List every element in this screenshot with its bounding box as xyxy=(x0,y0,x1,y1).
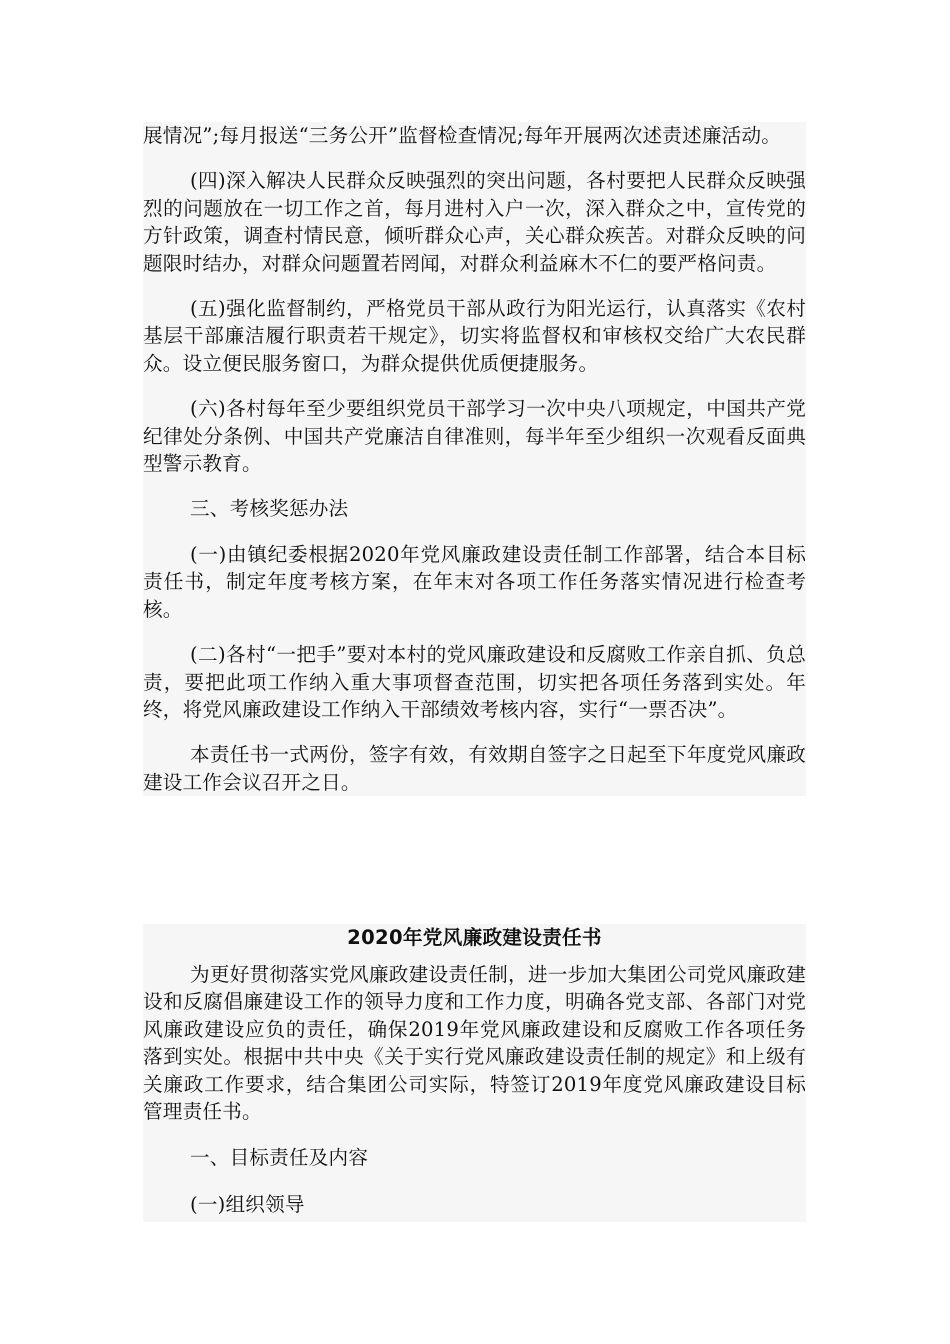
paragraph-item-5: (五)强化监督制约，严格党员干部从政行为阳光运行，认真落实《农村基层干部廉洁履行职责若干规定》，切实将监督权和审核权交给广大农民群众。设立便民服务窗口，为群众提供优质便捷服务。 xyxy=(143,297,806,375)
document-section-continued xyxy=(143,122,806,796)
subheading-organization: (一)组织领导 xyxy=(190,1192,305,1216)
paragraph-assessment-2: (二)各村“一把手”要对本村的党风廉政建设和反腐败工作亲自抓、负总责，要把此项工作纳入重大事项督查范围，切实把各项任务落到实处。年终，将党风廉政建设工作纳入干部绩效考核内容，实行“一票否决”。 xyxy=(143,643,806,721)
paragraph-item-4: (四)深入解决人民群众反映强烈的突出问题，各村要把人民群众反映强烈的问题放在一切工作之首，每月进村入户一次，深入群众之中，宣传党的方针政策，调查村情民意，倾听群众心声，关心群众疾苦。对群众反映的问题限时结办，对群众问题置若罔闻，对群众利益麻木不仁的要严格问责。 xyxy=(143,169,806,275)
paragraph-intro: 为更好贯彻落实党风廉政建设责任制，进一步加大集团公司党风廉政建设和反腐倡廉建设工作的领导力度和工作力度，明确各党支部、各部门对党风廉政建设应负的责任，确保2019年党风廉政建设和反腐败工作各项任务落到实处。根据中共中央《关于实行党风廉政建设责任制的规定》和上级有关廉政工作要求，结合集团公司实际，特签订2019年度党风廉政建设目标管理责任书。 xyxy=(143,963,806,1124)
paragraph-assessment-1: (一)由镇纪委根据2020年党风廉政建设责任制工作部署，结合本目标责任书，制定年度考核方案，在年末对各项工作任务落实情况进行检查考核。 xyxy=(143,542,806,621)
section-heading-targets: 一、目标责任及内容 xyxy=(190,1146,369,1170)
document-title: 2020年党风廉政建设责任书 xyxy=(347,926,602,949)
paragraph-continuation: 展情况”;每月报送“三务公开”监督检查情况;每年开展两次述责述廉活动。 xyxy=(143,124,782,147)
paragraph-validity: 本责任书一式两份，签字有效，有效期自签字之日起至下年度党风廉政建设工作会议召开之日。 xyxy=(143,743,806,794)
document-section-new xyxy=(143,924,806,1222)
section-heading-assessment: 三、考核奖惩办法 xyxy=(190,497,349,521)
paragraph-item-6: (六)各村每年至少要组织党员干部学习一次中央八项规定，中国共产党纪律处分条例、中国共产党廉洁自律准则，每半年至少组织一次观看反面典型警示教育。 xyxy=(143,397,806,476)
